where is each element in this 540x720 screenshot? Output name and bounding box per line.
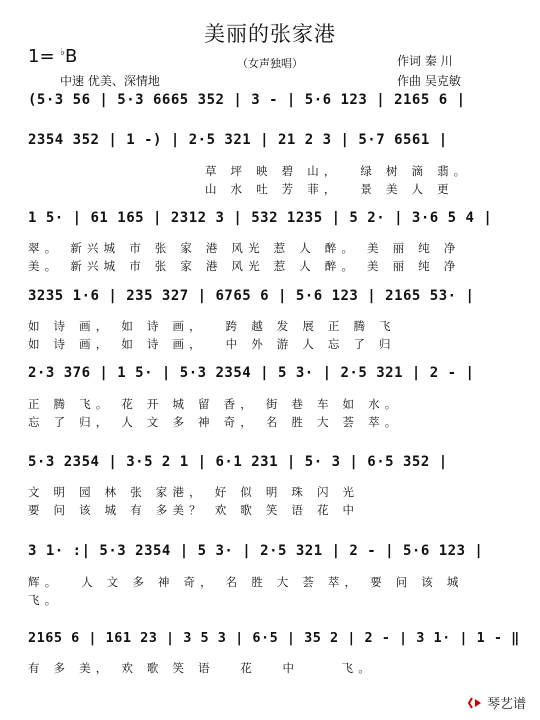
bracket-play-icon: [468, 697, 484, 709]
lyrics-line-5b: 忘 了 归， 人 文 多 神 奇， 名 胜 大 荟 萃。: [28, 415, 402, 429]
notation-line-4: 3235 1·6 | 235 327 | 6765 6 | 5·6 123 | 2165 53· |: [28, 288, 475, 304]
composer-credit: 作曲 吴克敏: [397, 74, 461, 88]
notation-line-1: (5·3 56 | 5·3 6665 352 | 3 - | 5·6 123 | 2165 6 |: [28, 92, 466, 108]
lyrics-line-3a: 翠。 新兴城 市 张 家 港 风光 惹 人 醉。 美 丽 纯 净: [28, 241, 461, 255]
notation-line-5: 2·3 376 | 1 5· | 5·3 2354 | 5 3· | 2·5 321 | 2 - |: [28, 365, 475, 381]
performance-note: （女声独唱）: [237, 57, 303, 70]
score-title: 美丽的张家港: [204, 22, 336, 46]
tempo-marking: 中速 优美、深情地: [60, 74, 160, 88]
lyricist-credit: 作词 秦 川: [397, 54, 453, 68]
watermark-text: 琴艺谱: [486, 697, 526, 712]
notation-line-6: 5·3 2354 | 3·5 2 1 | 6·1 231 | 5· 3 | 6·5 352 |: [28, 454, 448, 470]
lyrics-line-6a: 文 明 园 林 张 家港， 好 似 明 珠 闪 光: [28, 485, 360, 499]
notation-line-8: 2165 6 | 161 23 | 3 5 3 | 6·5 | 35 2 | 2 - | 3 1· | 1 - ‖: [28, 630, 520, 646]
notation-line-2: 2354 352 | 1 -) | 2·5 321 | 21 2 3 | 5·7 6561 |: [28, 132, 448, 148]
notation-line-7: 3 1· :| 5·3 2354 | 5 3· | 2·5 321 | 2 - | 5·6 123 |: [28, 543, 484, 559]
lyrics-line-2b: 山 水 吐 芳 菲， 景 美 人 更: [205, 182, 454, 196]
lyrics-line-4a: 如 诗 画， 如 诗 画， 跨 越 发 展 正 腾 飞: [28, 319, 396, 333]
watermark: [468, 693, 526, 712]
lyrics-line-8a: 有 多 美， 欢 歌 笑 语 花 中 飞。: [28, 661, 375, 675]
lyrics-line-5a: 正 腾 飞。 花 开 城 留 香， 街 巷 车 如 水。: [28, 397, 402, 411]
lyrics-line-4b: 如 诗 画， 如 诗 画， 中 外 游 人 忘 了 归: [28, 337, 396, 351]
lyrics-line-7a: 辉。 人 文 多 神 奇， 名 胜 大 荟 萃， 要 问 该 城: [28, 575, 464, 589]
lyrics-line-3b: 美。 新兴城 市 张 家 港 风光 惹 人 醉。 美 丽 纯 净: [28, 259, 461, 273]
lyrics-line-2a: 草 坪 映 碧 山， 绿 树 滴 翡。: [205, 164, 471, 178]
key-signature: 1= ♭B: [28, 46, 78, 67]
lyrics-line-6b: 要 问 该 城 有 多美？ 欢 歌 笑 语 花 中: [28, 503, 360, 517]
lyrics-line-7b: 飞。: [28, 593, 62, 607]
notation-line-3: 1 5· | 61 165 | 2312 3 | 532 1235 | 5 2· | 3·6 5 4 |: [28, 210, 493, 226]
